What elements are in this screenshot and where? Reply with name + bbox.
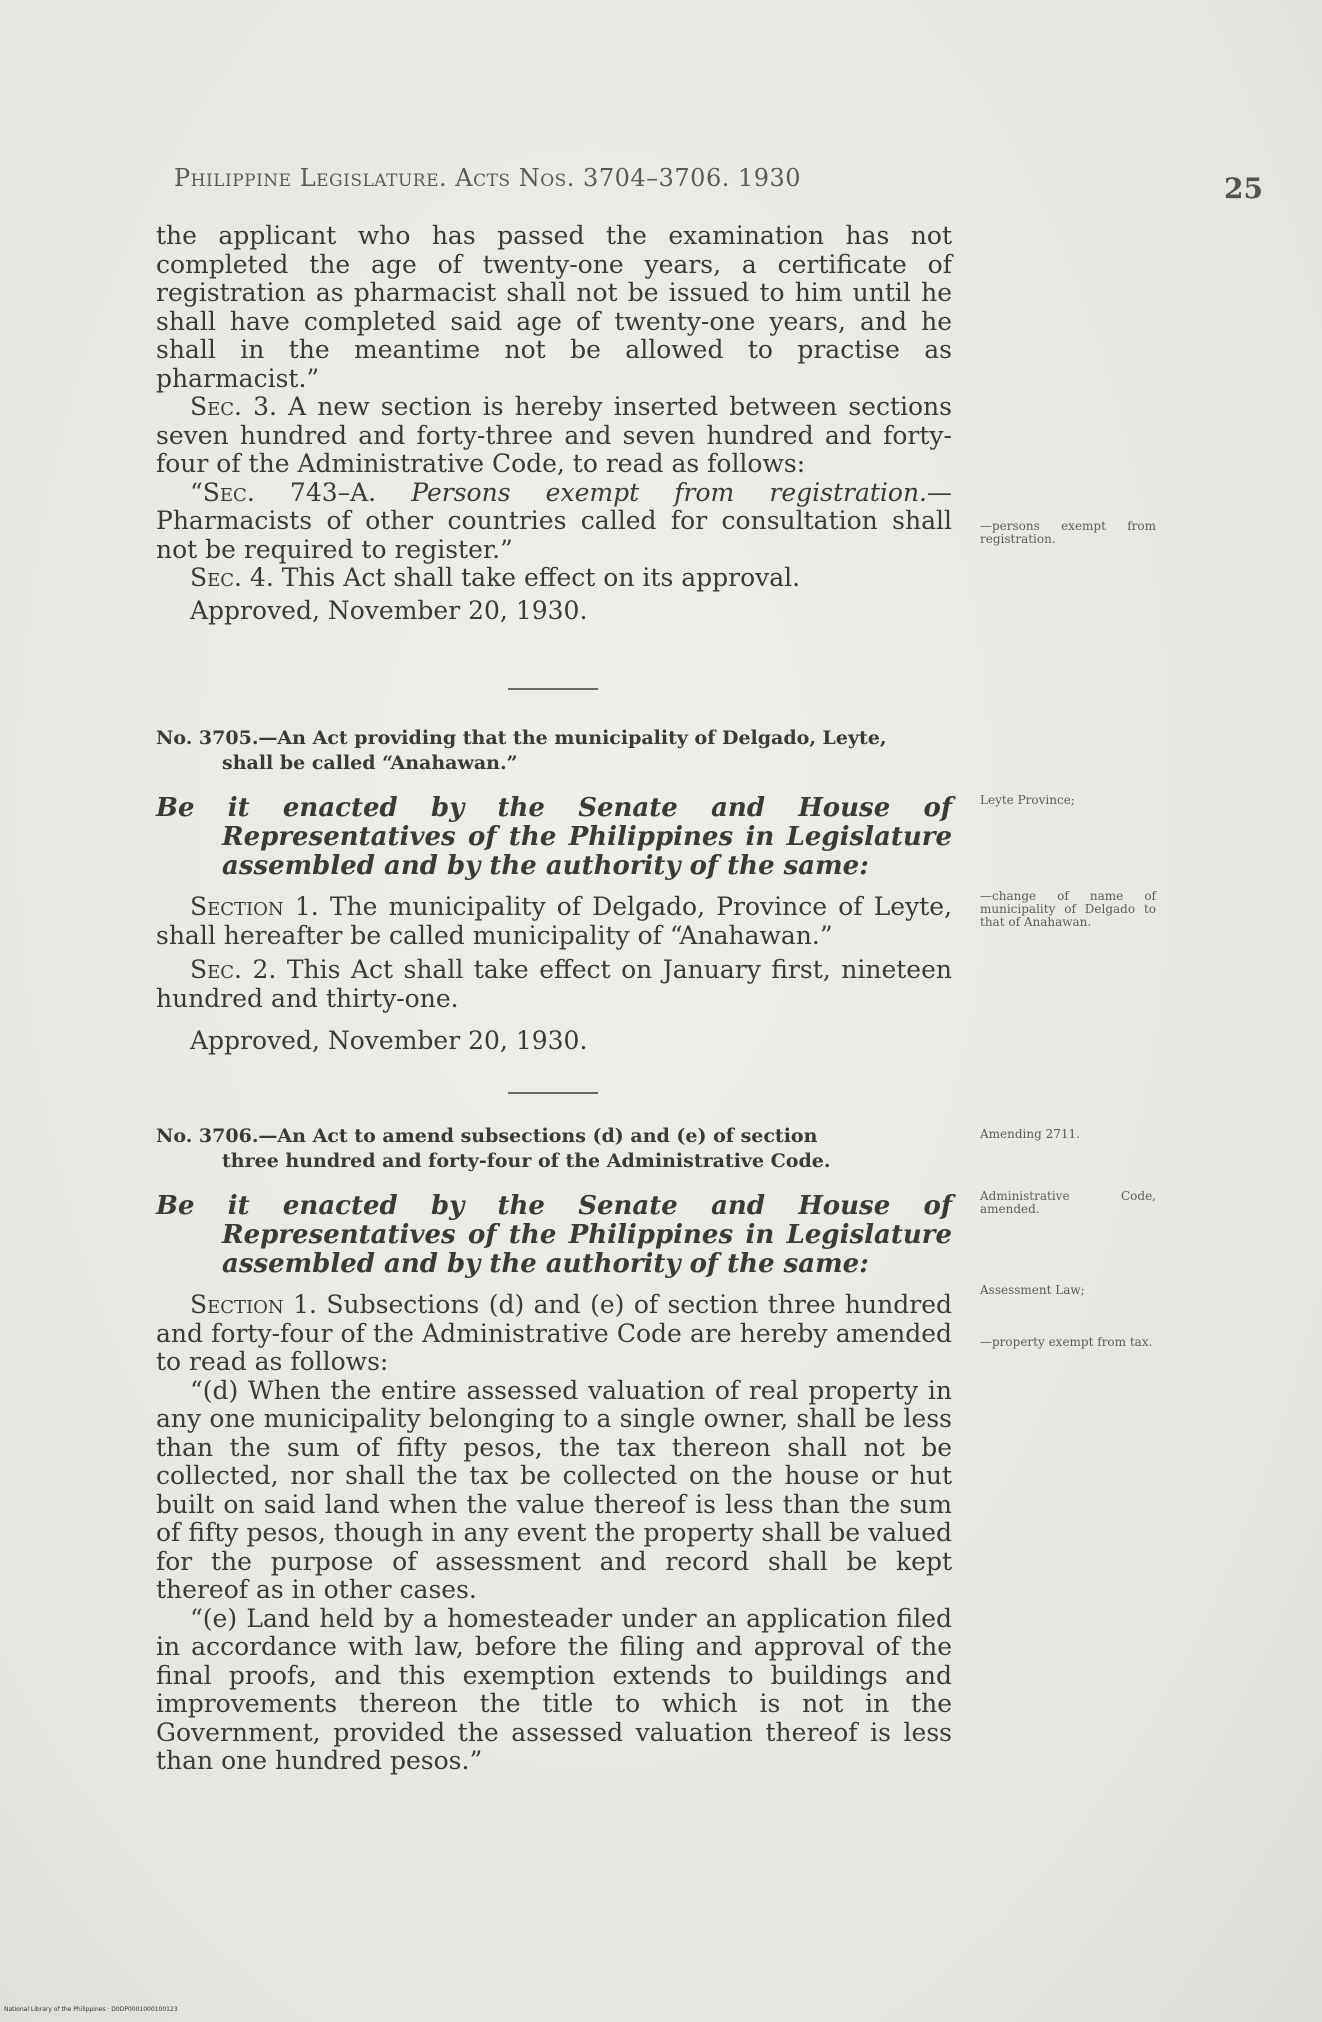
library-footer: National Library of the Philippines · D0DP0001000100123 (4, 2006, 178, 2013)
act-3704-continuation (156, 222, 952, 625)
margin-note-change-name: —change of name of municipality of Delgado to that of Anahawan. (980, 889, 1156, 929)
running-header: Philippine Legislature. Acts Nos. 3704–3706. 1930 (174, 164, 802, 192)
margin-note-property-exempt: —property exempt from tax. (980, 1335, 1153, 1349)
approval-date: Approved, November 20, 1930. (190, 1026, 588, 1055)
subsection-d: “(d) When the entire assessed valuation of real property in any one municipality belonging to a single owner, shall be less than the sum of fifty pesos, the tax thereon shall not be collected, nor shall the tax be collected on the house or hut built on said land when the value thereof is less than the sum of fifty pesos, though in any event the property shall be valued for the purpose of assessment and record shall be kept thereof as in other cases. (156, 1375, 952, 1604)
section-label: “Sec. 743–A. (190, 477, 377, 507)
section-743a (156, 479, 952, 565)
section-3 (156, 393, 952, 479)
page-number: 25 (1224, 172, 1263, 205)
act-title (156, 726, 952, 776)
section-heading: Persons exempt from registration. (376, 477, 927, 507)
enacting-clause: Be it enacted by the Senate and House of Representatives of the Philippines in Legislature assembled and by the authority of the same: (156, 793, 952, 881)
section-label: Sec. 2. (190, 955, 277, 984)
section-label: Section 1. (190, 1290, 317, 1319)
section-1 (156, 893, 952, 950)
enacting-clause: Be it enacted by the Senate and House of Representatives of the Philippines in Legislature assembled and by the authority of the same: (156, 1191, 952, 1279)
paragraph-applicant: the applicant who has passed the examination has not completed the age of twenty-one years, a certificate of registration as pharmacist shall not be issued to him until he shall have completed said age of twenty-one years, and he shall in the meantime not be allowed to practise as pharmacist.” (156, 221, 952, 393)
act-title-line-2: shall be called “Anahawan.” (222, 752, 518, 774)
margin-note-assessment: Assessment Law; (980, 1283, 1085, 1297)
act-title-line-1: No. 3706.—An Act to amend subsections (d) and (e) of section (156, 1125, 818, 1147)
act-3705 (156, 726, 952, 1056)
section-divider (508, 688, 598, 690)
section-1 (156, 1291, 952, 1377)
section-divider (508, 1092, 598, 1094)
section-4 (156, 564, 952, 593)
margin-note-persons-exempt: —persons exempt from registration. (980, 519, 1156, 546)
section-text: This Act shall take effect on January first, nineteen hundred and thirty-one. (156, 955, 952, 1013)
approval-date: Approved, November 20, 1930. (190, 595, 588, 625)
section-text: The municipality of Delgado, Province of Leyte, shall hereafter be called municipality of “Anahawan.” (156, 892, 952, 950)
act-title-line-1: No. 3705.—An Act providing that the municipality of Delgado, Leyte, (156, 727, 887, 749)
section-label: Sec. 4. (190, 563, 274, 592)
act-title (156, 1124, 952, 1174)
section-label: Sec. 3. (190, 392, 277, 421)
margin-note-amending: Amending 2711. (980, 1127, 1080, 1141)
act-title-line-2: three hundred and forty-four of the Administrative Code. (222, 1150, 831, 1172)
section-label: Section 1. (190, 892, 319, 921)
margin-note-admin-code: Administrative Code, amended. (980, 1189, 1156, 1216)
section-text: Subsections (d) and (e) of section three hundred and forty-four of the Administrative Code are hereby amended to read as follows: (156, 1290, 952, 1376)
act-3706 (156, 1124, 952, 1776)
section-2 (156, 956, 952, 1013)
section-text: A new section is hereby inserted between sections seven hundred and forty-three and seven hundred and forty-four of the Administrative Code, to read as follows: (156, 392, 952, 478)
section-text: —Pharmacists of other countries called for consultation shall not be required to register.” (156, 477, 952, 564)
margin-note-leyte: Leyte Province; (980, 793, 1075, 807)
subsection-e: “(e) Land held by a homesteader under an application filed in accordance with law, before the filing and approval of the final proofs, and this exemption extends to buildings and improvements thereon the title to which is not in the Government, provided the assessed valuation thereof is less than one hundred pesos.” (156, 1603, 952, 1775)
section-text: This Act shall take effect on its approval. (273, 563, 801, 592)
